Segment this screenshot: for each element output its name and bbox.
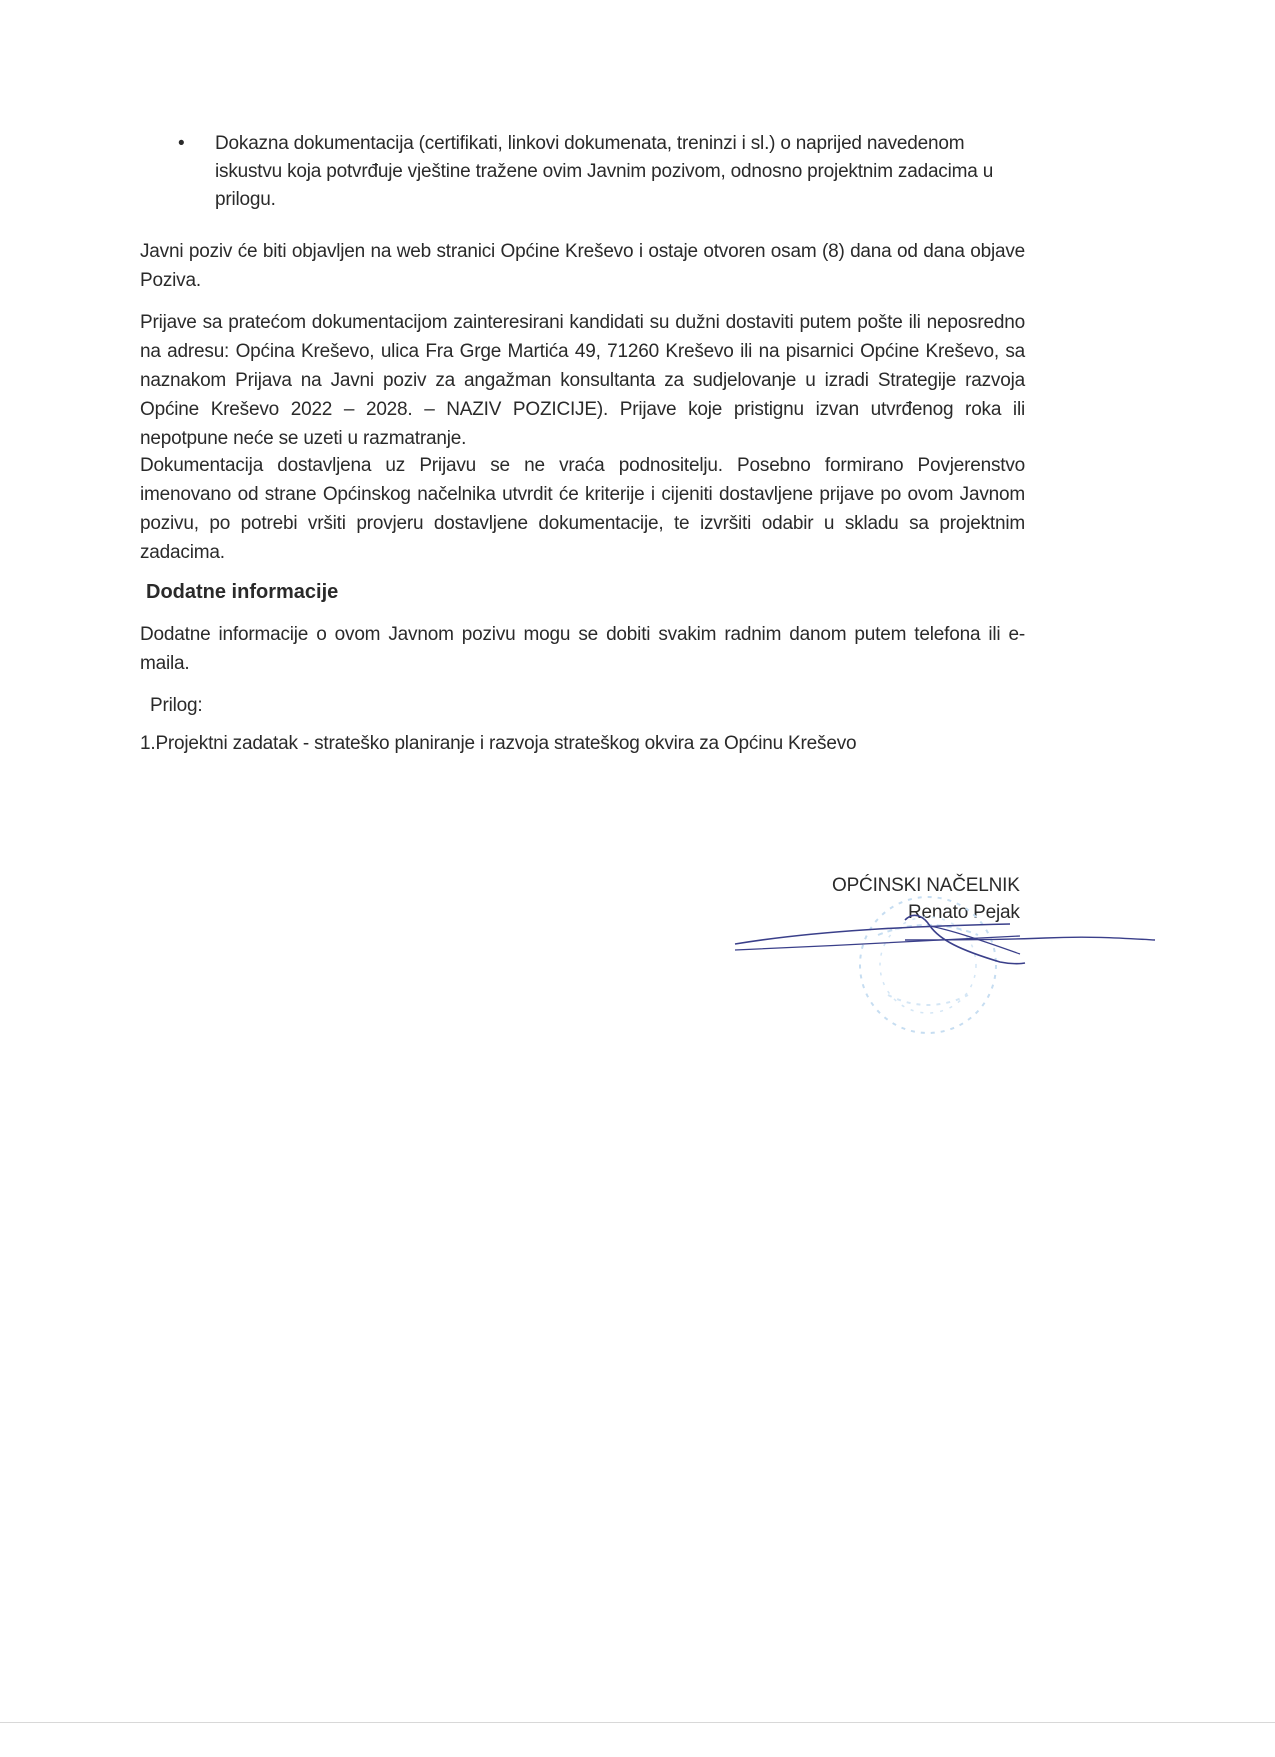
paragraph-publication: Javni poziv će biti objavljen na web stranici Općine Kreševo i ostaje otvoren osam (8) dana od dana objave Poziva.: [140, 241, 1025, 291]
attachment-label: Prilog:: [150, 695, 203, 716]
attachment-item: 1.Projektni zadatak - strateško planiranje i razvoja strateškog okvira za Općinu Kreševo: [140, 733, 857, 754]
paragraph-additional-info: Dodatne informacije o ovom Javnom pozivu mogu se dobiti svakim radnim danom putem telefona ili e-maila.: [140, 624, 1025, 674]
signature-title: OPĆINSKI NAČELNIK: [832, 875, 1020, 896]
bullet-evidence-documentation: Dokazna dokumentacija (certifikati, linkovi dokumenata, treninzi i sl.) o naprijed navedenom iskustvu koja potvrđuje vještine tražene ovim Javnim pozivom, odnosno projektnim zadacima u prilogu.: [215, 133, 994, 210]
paragraph-applications: Prijave sa pratećom dokumentacijom zainteresirani kandidati su dužni dostaviti putem pošte ili neposredno na adresu: Općina Kreševo, ulica Fra Grge Martića 49, 71260 Kreševo ili na pisarnici Općine Kreševo, sa naznakom Prijava na Javni poziv za angažman konsultanta za sudjelovanje u izradi Strategije razvoja Općine Kreševo 2022 – 2028. – NAZIV POZICIJE). Prijave koje pristignu izvan utvrđenog roka ili nepotpune neće se uzeti u razmatranje.: [140, 312, 1025, 449]
bullet-marker: •: [178, 133, 185, 154]
additional-info-heading: Dodatne informacije: [146, 581, 339, 603]
scan-edge-line: [0, 1722, 1275, 1723]
paragraph-documentation: Dokumentacija dostavljena uz Prijavu se ne vraća podnositelju. Posebno formirano Povjerenstvo imenovano od strane Općinskog načelnika utvrdit će kriterije i cijeniti dostavljene prijave po ovom Javnom pozivu, po potrebi vršiti provjeru dostavljene dokumentacije, te izvršiti odabir u skladu sa projektnim zadacima.: [140, 455, 1025, 563]
signature-name: Renato Pejak: [908, 902, 1020, 923]
handwritten-signature-icon: [700, 880, 1160, 970]
